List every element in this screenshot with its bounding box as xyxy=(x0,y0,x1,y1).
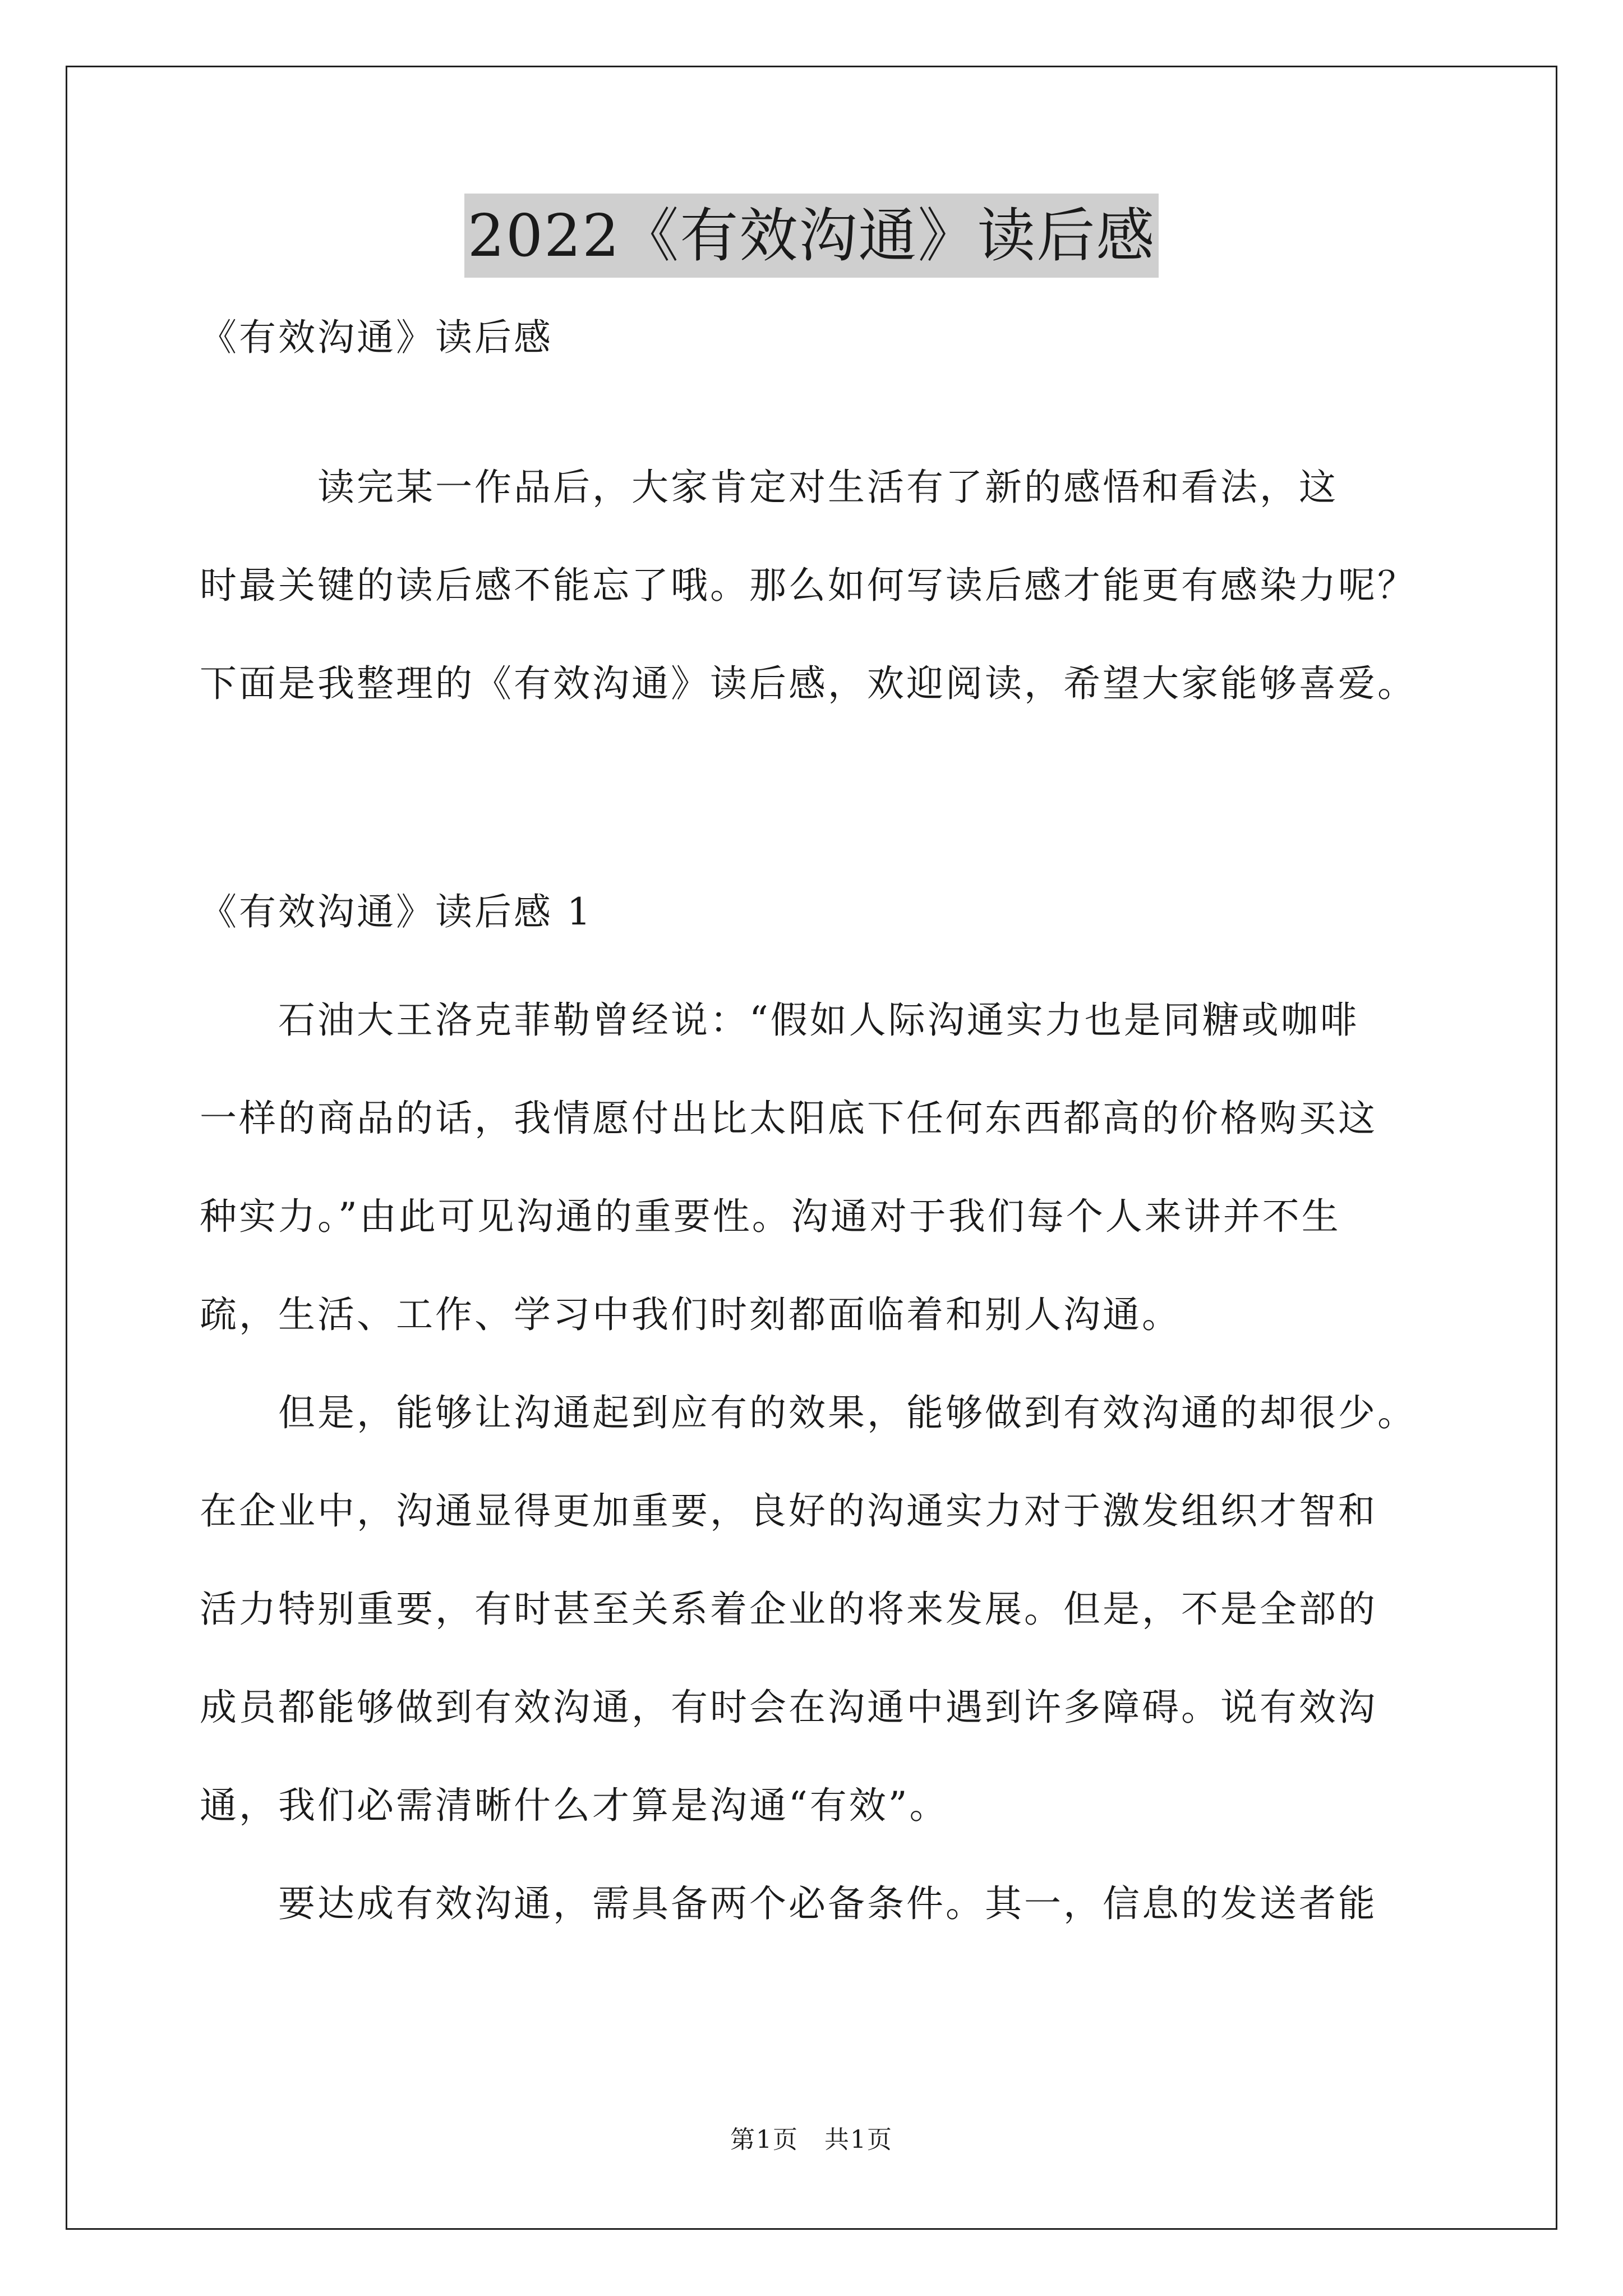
body-line: 活力特别重要，有时甚至关系着企业的将来发展。但是，不是全部的 xyxy=(200,1588,1377,1631)
intro-line: 下面是我整理的《有效沟通》读后感，欢迎阅读，希望大家能够喜爱。 xyxy=(200,662,1417,705)
body-line: 通，我们必需清晰什么才算是沟通“有效”。 xyxy=(200,1784,949,1827)
body-line: 种实力。”由此可见沟通的重要性。沟通对于我们每个人来讲并不生 xyxy=(200,1195,1341,1238)
body-line: 疏，生活、工作、学习中我们时刻都面临着和别人沟通。 xyxy=(200,1293,1181,1336)
title-container xyxy=(0,194,1623,278)
intro-line: 读完某一作品后，大家肯定对生活有了新的感悟和看法，这 xyxy=(200,466,1338,509)
body-line: 在企业中，沟通显得更加重要，良好的沟通实力对于激发组织才智和 xyxy=(200,1489,1377,1533)
document-title: 2022《有效沟通》读后感 xyxy=(464,194,1159,278)
body-line: 石油大王洛克菲勒曾经说：“假如人际沟通实力也是同糖或咖啡 xyxy=(200,999,1359,1042)
section-heading: 《有效沟通》读后感 1 xyxy=(200,890,593,933)
section-heading: 《有效沟通》读后感 xyxy=(200,316,553,359)
intro-line: 时最关键的读后感不能忘了哦。那么如何写读后感才能更有感染力呢？ xyxy=(200,564,1417,607)
body-line: 要达成有效沟通，需具备两个必备条件。其一，信息的发送者能 xyxy=(200,1882,1377,1925)
body-line: 但是，能够让沟通起到应有的效果，能够做到有效沟通的却很少。 xyxy=(200,1391,1417,1434)
page-footer: 第1页 共1页 xyxy=(730,2125,893,2154)
body-line: 成员都能够做到有效沟通，有时会在沟通中遇到许多障碍。说有效沟 xyxy=(200,1686,1377,1729)
body-line: 一样的商品的话，我情愿付出比太阳底下任何东西都高的价格购买这 xyxy=(200,1097,1377,1140)
